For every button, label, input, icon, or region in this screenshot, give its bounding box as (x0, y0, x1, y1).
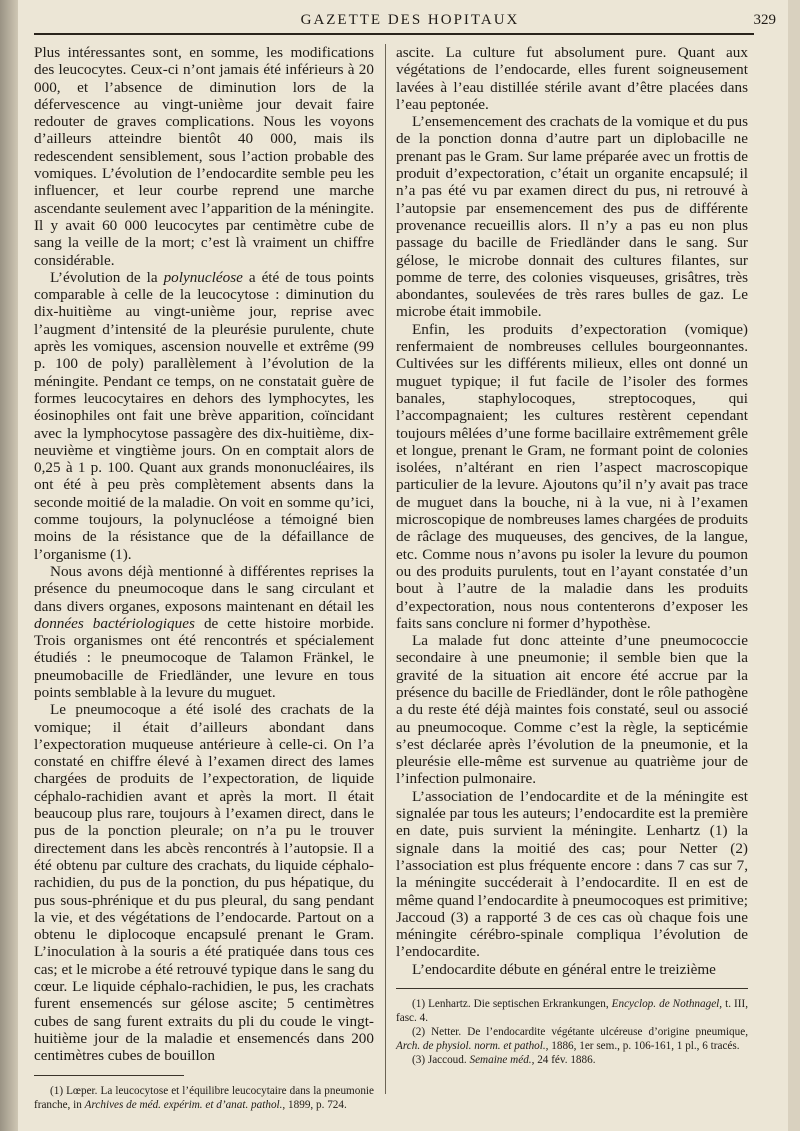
paragraph: Le pneumocoque a été isolé des crachats de la vomique; il était d’ailleurs abondant dans l’expectoration muqueuse antérieure à celle-ci. On l’a constaté en chiffre élevé à l’examen direct des lames chargées de produits de l’expectoration, de liquide céphalo-rachidien avant et après la mort. Il était beaucoup plus rare, toujours à l’examen direct, dans le pus de la ponction pleurale; on n’a pu le trouver directement dans les abcès rencontrés à l’autopsie. Il a été obtenu par culture des crachats, du liquide céphalo-rachidien, du pus de la ponction, du pus hépatique, du pus sous-phrénique et du pus pleural, du sang pendant la vie, et des végétations de l’endocarde. Partout on a obtenu le diplocoque encapsulé prenant le Gram. L’inoculation à la souris a été pratiquée dans tous ces cas; et le microbe a été retrouvé typique dans le sang du cœur. Le liquide céphalo-rachidien, le pus, les crachats furent ensemencés sur gélose ascite; 5 centimètres cubes de sang furent extraits du pli du coude le vingt-huitième jour de la maladie et ensemencés dans 200 centimètres cubes de bouillon (34, 701, 374, 1065)
footnote: (1) Lenhartz. Die septischen Erkrankungen, Encyclop. de Nothnagel, t. III, fasc. 4. (396, 998, 749, 1025)
paragraph: Nous avons déjà mentionné à différentes reprises la présence du pneumocoque dans le sang circulant et dans divers organes, exposons maintenant en détail les données bactériologiques de cette histoire morbide. Trois organismes ont été rencontrés et spécialement étudiés : le pneumocoque de Talamon Fränkel, le pneumobacille de Friedländer, une levure en tous points semblable à la levure du muguet. (34, 562, 375, 701)
running-head: GAZETTE DES HOPITAUX (300, 12, 520, 28)
page-number: 329 (753, 12, 776, 28)
paragraph: Plus intéressantes sont, en somme, les modifications des leucocytes. Ceux-ci n’ont jamais été inférieurs à 20 000, et l’absence de diminution lors de la défervescence au vingt-unième jour devait faire redouter de graves complications. Nous les voyons d’ailleurs atteindre bientôt 40 000, mais ils redescendent sensiblement, sous l’action probable des vomiques. L’évolution de l’endocardite semble peu les influencer, et leur courbe reprend une marche ascendante seulement avec l’apparition de la méningite. Il y avait 60 000 leucocytes par centimètre cube de sang la veille de la mort; c’est là vraiment un chiffre considérable. (34, 44, 374, 269)
footnote: (1) Lœper. La leucocytose et l’équilibre leucocytaire dans la pneumonie franche, in Archives de méd. expérim. et d’anat. pathol., 1899, p. 724. (34, 1084, 375, 1111)
header-rule (34, 33, 754, 35)
paragraph: La malade fut donc atteinte d’une pneumococcie secondaire à une pneumonie; il semble bien que la gravité de la situation ait encore été accrue par la présence du bacille de Friedländer, dont le rôle pathogène a du reste été déjà maintes fois constaté, seul ou associé au pneumocoque. Comme c’est la règle, la septicémie s’est déclarée après l’évolution de la pneumonie, et la pleurésie elle-même est survenue au quatrième jour de l’infection pulmonaire. (396, 632, 748, 788)
footnote: (3) Jaccoud. Semaine méd., 24 fév. 1886. (412, 1054, 596, 1067)
book-spine-shadow (0, 0, 18, 1131)
paragraph: L’association de l’endocardite et de la méningite est signalée par tous les auteurs; l’endocardite est la première en date, puis survient la méningite. Lenhartz (1) la signale dans la moitié des cas; pour Netter (2) l’association est plus fréquente encore : dans 7 cas sur 7, la méningite succéderait à l’endocardite. Il en est de même quand l’endocardite à pneumocoques est primitive; Jaccoud (3) a rapporté 3 de ces cas où chaque fois une méningite cérébro-spinale compliqua l’évolution de l’endocardite. (396, 787, 748, 961)
paragraph: L’évolution de la polynucléose a été de tous points comparable à celle de la leucocytose : diminution du dix-huitième au vingt-unième jour, reprise avec l’augment d’intensité de la pleurésie purulente, chute après les vomiques, ascension nouvelle et extrême (99 p. 100 de poly) parallèlement à l’évolution de la méningite. Pendant ce temps, on ne constatait guère de formes leucocytaires en dehors des lymphocytes, les éosinophiles ont fait une brève apparition, coïncidant avec la lymphocytose passagère des dix-huitième, dix-neuvième et vingtième jours. On en comptait alors de 0,25 à 1 p. 100. Quant aux grands mononucléaires, ils ont été à peu près complètement absents dans la seconde moitié de la maladie. On voit en somme qu’ici, comme toujours, la polynucléose a témoigné bien moins de la résistance que de la défaillance de l’organisme (1). (34, 268, 374, 563)
paragraph: ascite. La culture fut absolument pure. Quant aux végétations de l’endocarde, elles furent soigneusement lavées à l’eau distillée stérile avant d’être placées dans l’eau peptonée. (396, 44, 748, 113)
footnote-rule (396, 988, 748, 989)
footnote-rule (34, 1075, 184, 1076)
footnote: (2) Netter. De l’endocardite végétante ulcéreuse d’origine pneumique, Arch. de physiol. norm. et pathol., 1886, 1er sem., p. 106-161, 1 pl., 6 tracés. (396, 1026, 749, 1053)
paragraph: L’ensemencement des crachats de la vomique et du pus de la ponction donna d’autre part un diplobacille ne prenant pas le Gram. Sur lame préparée avec un frottis de produit d’expectoration, c’était un organite encapsulé; il n’a pas été vu par examen direct du pus, ni retrouvé à l’autopsie par ensemencement des pus de différente provenance recueillis alors. Il n’y a pas eu non plus passage du bacille de Friedländer dans le sang. Sur gélose, le microbe donnait des cultures filantes, sur pomme de terre, des colonies visqueuses, grisâtres, très abondantes, soulevées de très rares bulles de gaz. Le microbe était immobile. (396, 113, 748, 321)
right-column (396, 44, 748, 1067)
paragraph: L’endocardite débute en général entre le treizième (412, 960, 716, 978)
paragraph: Enfin, les produits d’expectoration (vomique) renfermaient de nombreuses cellules bourgeonnantes. Cultivées sur les différents milieux, elles ont donné un muguet typique; il fut facile de l’isoler des formes banales, staphylocoques, streptocoques, qui l’accompagnaient; les cultures restèrent cependant toujours mêlées d’une forme bacillaire extrêmement grêle et longue, prenant le Gram, ne formant point de colonies isolées, n’altérant en rien l’aspect macroscopique particulier de la levure. Ajoutons qu’il n’y avait pas trace de muguet dans la bouche, ni à la vue, ni à l’examen microscopique de nombreuses lames chargées de produits de râclage des muqueuses, des gencives, de la langue, etc. Comme nous n’avons pu isoler la levure du poumon ou des produits purulents, tout en l’ayant constatée d’un bout à l’autre de la maladie dans les produits d’expectoration, nous nous contenterons d’exposer les faits sans conclure ni former d’hypothèse. (396, 320, 748, 632)
left-column (34, 44, 374, 1112)
column-divider (385, 44, 386, 1094)
